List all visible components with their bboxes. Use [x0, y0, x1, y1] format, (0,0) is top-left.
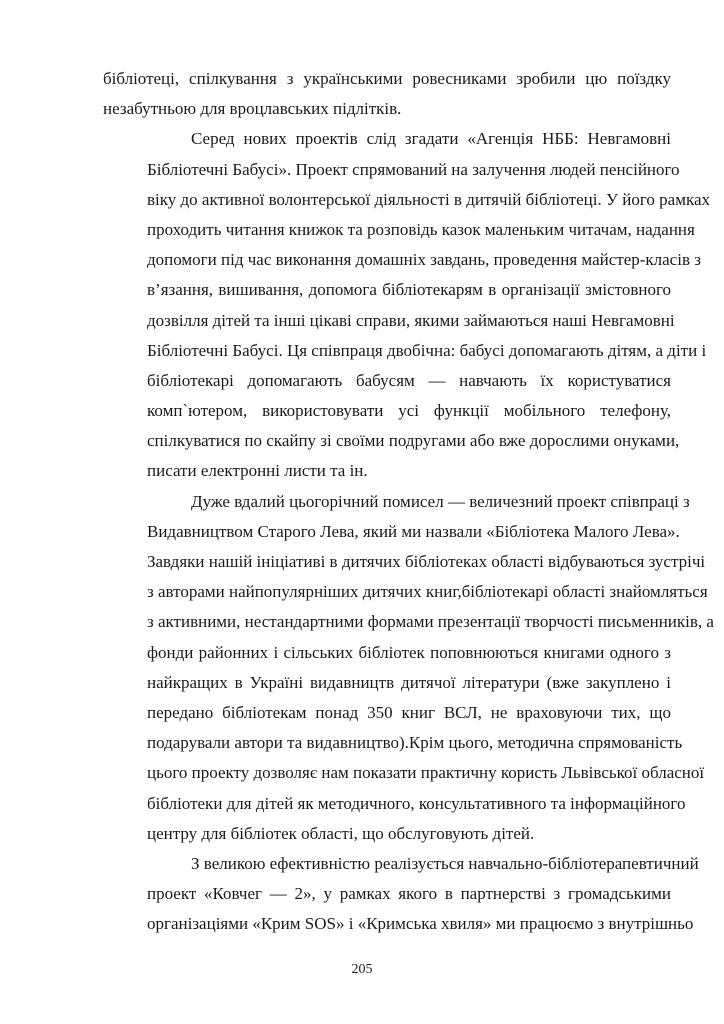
text-line: допомоги під час виконання домашніх завдань, проведення майстер-класів з — [147, 250, 701, 270]
text-line: незабутньою для вроцлавських підлітків. — [103, 99, 402, 119]
text-line: віку до активної волонтерської діяльності в дитячій бібліотеці. У його рамках — [147, 189, 711, 209]
text-line: передано бібліотекам понад 350 книг ВСЛ, не враховуючи тих, що — [147, 702, 671, 722]
text-line: Видавництвом Старого Лева, який ми назвали «Бібліотека Малого Лева». — [147, 521, 680, 541]
paragraph-1 — [103, 64, 671, 124]
text-line: найкращих в Україні видавництв дитячої літератури (вже закуплено і — [147, 672, 671, 692]
text-line: Дуже вдалий цьогорічний помисел — величезний проект співпраці з — [191, 491, 690, 511]
text-line: писати електронні листи та ін. — [147, 461, 368, 481]
text-line: організаціями «Крим SOS» і «Кримська хвиля» ми працюємо з внутрішньо — [147, 914, 694, 934]
text-line: бібліотекарі допомагають бабусям — навчають їх користуватися — [147, 370, 671, 390]
text-line: цього проекту дозволяє нам показати практичну користь Львівської обласної — [147, 763, 705, 783]
text-line: фонди районних і сільських бібліотек поповнюються книгами одного з — [147, 642, 671, 662]
text-line: Серед нових проектів слід згадати «Агенція НББ: Невгамовні — [191, 129, 671, 149]
text-line: бібліотеці, спілкування з українськими ровесниками зробили цю поїздку — [103, 69, 671, 88]
text-line: спілкуватися по скайпу зі своїми подругами або вже дорослими онуками, — [147, 431, 680, 451]
page-number: 205 — [351, 962, 373, 977]
text-line: центру для бібліотек області, що обслуговують дітей. — [147, 823, 535, 843]
text-line: Бібліотечні Бабусі. Ця співпраця двобічна: бабусі допомагають дітям, а діти і — [147, 340, 707, 360]
text-line: з активними, нестандартними формами презентації творчості письменників, а — [147, 612, 714, 632]
text-line: бібліотеки для дітей як методичного, консультативного та інформаційного — [147, 793, 686, 813]
paragraph-4 — [103, 849, 699, 940]
text-line: дозвілля дітей та інші цікаві справи, якими займаються наші Невгамовні — [147, 310, 675, 330]
text-line: проект «Ковчег — 2», у рамках якого в партнерстві з громадськими — [147, 884, 671, 904]
text-line: З великою ефективністю реалізується навчально-бібліотерапевтичний — [191, 853, 699, 873]
text-line: Завдяки нашій ініціативі в дитячих бібліотеках області відбуваються зустрічі — [147, 552, 706, 571]
text-line: Бібліотечні Бабусі». Проект спрямований на залучення людей пенсійного — [147, 159, 680, 179]
paragraph-3 — [103, 487, 714, 849]
text-line: проходить читання книжок та розповідь казок маленьким читачам, надання — [147, 219, 695, 239]
text-line: з авторами найпопулярніших дитячих книг,бібліотекарі області знайомляться — [147, 582, 708, 602]
text-line: подарували автори та видавництво).Крім цього, методична спрямованість — [147, 733, 683, 753]
document-body — [103, 64, 714, 939]
text-line: в’язання, вишивання, допомога бібліотекарям в організації змістовного — [147, 280, 671, 300]
paragraph-2 — [103, 124, 711, 486]
text-line: комп`ютером, використовувати усі функції мобільного телефону, — [147, 401, 671, 421]
